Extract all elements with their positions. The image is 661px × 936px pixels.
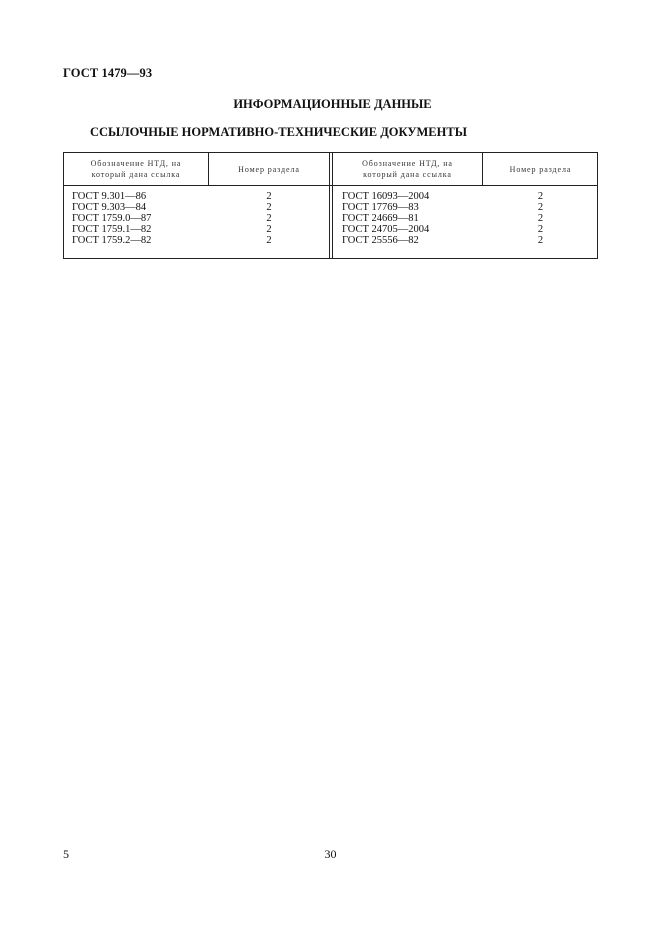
col-header-section-left: Номер раздела xyxy=(238,164,300,174)
center-divider xyxy=(329,153,330,258)
col-header-line: который дана ссылка xyxy=(363,170,452,179)
left-section-column xyxy=(209,191,329,246)
table-cell-doc: ГОСТ 1759.2—82 xyxy=(72,235,152,246)
table-cell-doc: ГОСТ 9.301—86 xyxy=(72,191,147,202)
footer-left-number: 5 xyxy=(63,847,69,861)
col-header-line: Обозначение НТД, на xyxy=(90,159,182,168)
table-cell-doc: ГОСТ 16093—2004 xyxy=(342,191,430,202)
table-cell-section: 2 xyxy=(266,202,272,213)
col-header-line: который дана ссылка xyxy=(91,170,181,179)
table-cell-doc: ГОСТ 1759.0—87 xyxy=(72,213,152,224)
table-cell-section: 2 xyxy=(537,235,544,246)
table-cell-doc: ГОСТ 24705—2004 xyxy=(342,224,430,235)
table-cell-section: 2 xyxy=(537,213,544,224)
right-section-column xyxy=(483,191,598,246)
table-cell-section: 2 xyxy=(266,224,272,235)
col-header-designation-right xyxy=(333,153,482,185)
table-cell-section: 2 xyxy=(537,224,544,235)
table-cell-section: 2 xyxy=(266,235,272,246)
references-table xyxy=(63,152,598,259)
table-cell-section: 2 xyxy=(266,213,272,224)
info-heading: ИНФОРМАЦИОННЫЕ ДАННЫЕ xyxy=(233,97,432,111)
col-header-section-right: Номер раздела xyxy=(509,164,572,174)
col-header-line: Обозначение НТД, на xyxy=(362,159,453,168)
table-cell-doc: ГОСТ 9.303—84 xyxy=(72,202,147,213)
left-doc-column xyxy=(72,191,151,246)
refs-heading: ССЫЛОЧНЫЕ НОРМАТИВНО-ТЕХНИЧЕСКИЕ ДОКУМЕНТЫ xyxy=(90,125,467,139)
col-header-designation-left xyxy=(64,153,208,185)
table-cell-doc: ГОСТ 24669—81 xyxy=(342,213,419,224)
table-cell-section: 2 xyxy=(537,202,544,213)
table-cell-doc: ГОСТ 1759.1—82 xyxy=(72,224,152,235)
document-code: ГОСТ 1479—93 xyxy=(63,66,153,80)
table-cell-section: 2 xyxy=(537,191,544,202)
header-divider xyxy=(64,185,597,186)
table-cell-section: 2 xyxy=(266,191,272,202)
right-doc-column xyxy=(342,191,429,246)
page-number: 30 xyxy=(324,847,337,861)
table-cell-doc: ГОСТ 17769—83 xyxy=(342,202,419,213)
table-cell-doc: ГОСТ 25556—82 xyxy=(342,235,419,246)
